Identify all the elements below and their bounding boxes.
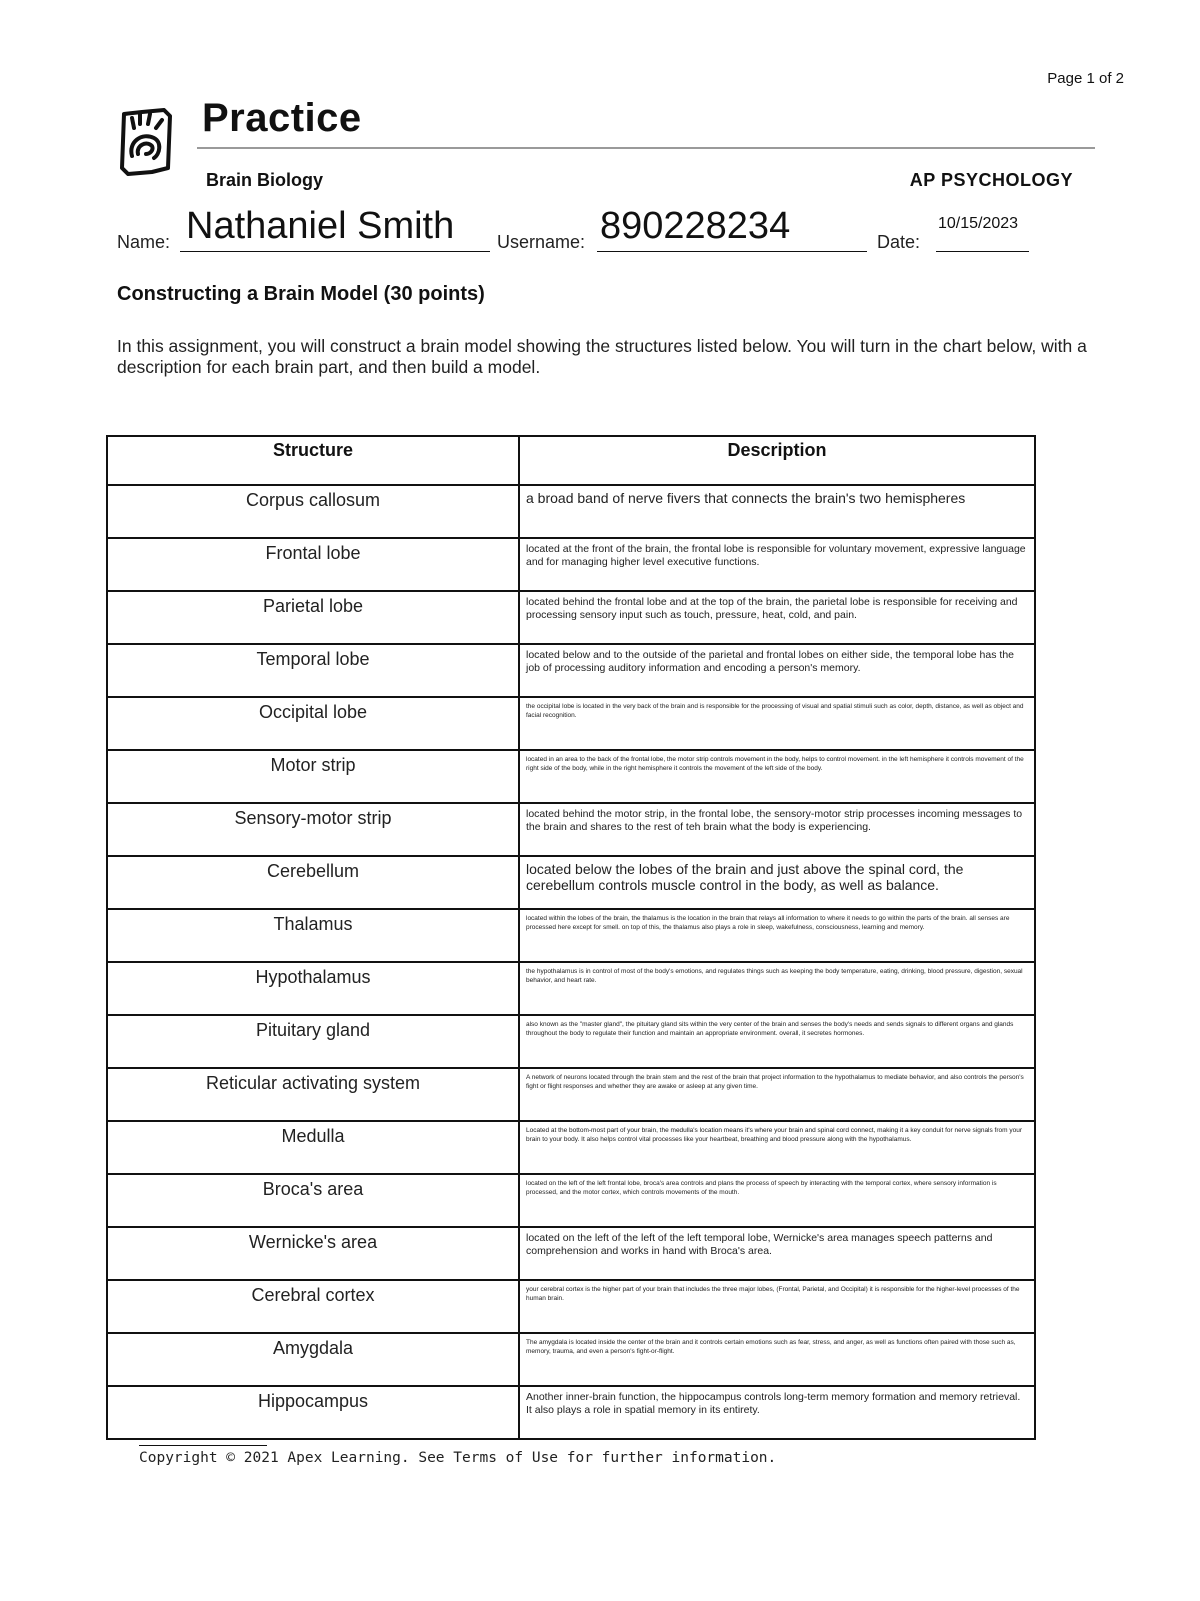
description-cell[interactable]: located behind the frontal lobe and at the top of the brain, the parietal lobe is responsible for receiving and processing sensory input such as touch, pressure, heat, cold, and pain. — [519, 591, 1035, 644]
date-value: 10/15/2023 — [938, 215, 1019, 232]
structure-cell: Medulla — [107, 1121, 519, 1174]
username-label: Username: — [497, 232, 586, 252]
table-row — [107, 856, 1035, 909]
description-cell[interactable]: located on the left of the left frontal lobe, broca's area controls and plans the process of speech by interacting with the temporal cortex, where sensory information is processed, and the motor cortex, which controls movements of the mouth. — [519, 1174, 1035, 1227]
structure-cell: Cerebellum — [107, 856, 519, 909]
description-cell[interactable]: located behind the motor strip, in the frontal lobe, the sensory-motor strip processes incoming messages to the brain and shares to the rest of teh brain what the body is experiencing. — [519, 803, 1035, 856]
structure-cell: Cerebral cortex — [107, 1280, 519, 1333]
description-cell[interactable]: located below the lobes of the brain and just above the spinal cord, the cerebellum controls muscle control in the body, as well as balance. — [519, 856, 1035, 909]
table-row — [107, 1068, 1035, 1121]
table-row — [107, 909, 1035, 962]
description-cell[interactable]: located on the left of the left of the left temporal lobe, Wernicke's area manages speech patterns and comprehension and works in hand with Broca's area. — [519, 1227, 1035, 1280]
table-row — [107, 538, 1035, 591]
structure-cell: Temporal lobe — [107, 644, 519, 697]
assignment-heading: Constructing a Brain Model (30 points) — [117, 283, 485, 305]
structure-cell: Thalamus — [107, 909, 519, 962]
structure-cell: Sensory-motor strip — [107, 803, 519, 856]
structure-cell: Amygdala — [107, 1333, 519, 1386]
table-row — [107, 697, 1035, 750]
username-value: 890228234 — [600, 205, 791, 247]
description-cell[interactable]: a broad band of nerve fivers that connects the brain's two hemispheres — [519, 485, 1035, 538]
description-cell[interactable]: The amygdala is located inside the center of the brain and it controls certain emotions such as fear, stress, and anger, as well as functions often paired with those such as, memory, trauma, and even a person's fight-or-flight. — [519, 1333, 1035, 1386]
description-cell[interactable]: located in an area to the back of the frontal lobe, the motor strip controls movement in the body, helps to control movement. in the left hemisphere it controls movement of the right side of the body, while in the right hemisphere it controls the movement of the left side of the body. — [519, 750, 1035, 803]
structure-cell: Pituitary gland — [107, 1015, 519, 1068]
name-label: Name: — [117, 232, 171, 252]
table-row — [107, 591, 1035, 644]
structure-cell: Parietal lobe — [107, 591, 519, 644]
page-number: Page 1 of 2 — [1047, 70, 1124, 87]
description-cell[interactable]: the hypothalamus is in control of most of the body's emotions, and regulates things such as keeping the body temperature, eating, drinking, blood pressure, digestion, sexual behavior, and heart rate. — [519, 962, 1035, 1015]
description-cell[interactable]: Located at the bottom-most part of your brain, the medulla's location means it's where your brain and spinal cord connect, making it a key conduit for nerve signals from your brain to your body. It also helps control vital processes like your heartbeat, breathing and blood pressure along with the hypothalamus. — [519, 1121, 1035, 1174]
table-row — [107, 1333, 1035, 1386]
title-divider — [197, 147, 1095, 149]
table-row — [107, 750, 1035, 803]
description-cell[interactable]: the occipital lobe is located in the very back of the brain and is responsible for the processing of visual and spatial stimuli such as color, depth, distance, as well as object and facial recognition. — [519, 697, 1035, 750]
table-row — [107, 1280, 1035, 1333]
copyright-notice: Copyright © 2021 Apex Learning. See Terms of Use for further information. — [139, 1450, 777, 1466]
structure-cell: Occipital lobe — [107, 697, 519, 750]
structure-cell: Motor strip — [107, 750, 519, 803]
date-label: Date: — [877, 232, 921, 252]
table-row — [107, 1386, 1035, 1439]
table-row — [107, 1121, 1035, 1174]
description-cell[interactable]: Another inner-brain function, the hippocampus controls long-term memory formation and memory retrieval. It also plays a role in spatial memory in its entirety. — [519, 1386, 1035, 1439]
table-row — [107, 962, 1035, 1015]
structure-cell: Broca's area — [107, 1174, 519, 1227]
description-cell[interactable]: located below and to the outside of the parietal and frontal lobes on either side, the temporal lobe has the job of processing auditory information and encoding a person's memory. — [519, 644, 1035, 697]
structure-cell: Hypothalamus — [107, 962, 519, 1015]
assignment-intro: In this assignment, you will construct a brain model showing the structures listed below. You will turn in the chart below, with a description for each brain part, and then build a model. — [117, 336, 1087, 377]
structure-cell: Frontal lobe — [107, 538, 519, 591]
structure-cell: Reticular activating system — [107, 1068, 519, 1121]
structure-cell: Corpus callosum — [107, 485, 519, 538]
table-row — [107, 644, 1035, 697]
table-row — [107, 803, 1035, 856]
description-cell[interactable]: A network of neurons located through the brain stem and the rest of the brain that project information to the hypothalamus to mediate behavior, and also controls the person's fight or flight responses and whether they are awake or asleep at any given time. — [519, 1068, 1035, 1121]
course-label: AP PSYCHOLOGY — [909, 170, 1073, 190]
name-value: Nathaniel Smith — [186, 205, 455, 247]
table-row — [107, 1015, 1035, 1068]
structure-cell: Hippocampus — [107, 1386, 519, 1439]
subject-label: Brain Biology — [206, 170, 324, 190]
header-description: Description — [519, 436, 1035, 485]
brain-in-head-icon — [118, 108, 176, 178]
table-row — [107, 1227, 1035, 1280]
header-structure: Structure — [107, 436, 519, 485]
table-row — [107, 485, 1035, 538]
description-cell[interactable]: located at the front of the brain, the frontal lobe is responsible for voluntary movement, expressive language and for managing higher level executive functions. — [519, 538, 1035, 591]
table-row — [107, 1174, 1035, 1227]
description-cell[interactable]: your cerebral cortex is the higher part of your brain that includes the three major lobes, (Frontal, Parietal, and Occipital) it is responsible for the higher-level processes of the human brain. — [519, 1280, 1035, 1333]
description-cell[interactable]: located within the lobes of the brain, the thalamus is the location in the brain that relays all information to where it needs to go within the parts of the brain. all senses are processed here except for smell. on top of this, the thalamus also plays a role in sleep, wakefulness, consciousness, learning and memory. — [519, 909, 1035, 962]
description-cell[interactable]: also known as the "master gland", the pituitary gland sits within the very center of the brain and senses the body's needs and sends signals to different organs and glands throughout the body to regulate their function and maintain an appropriate environment. overall, it secretes hormones. — [519, 1015, 1035, 1068]
structure-cell: Wernicke's area — [107, 1227, 519, 1280]
footer-divider — [139, 1445, 267, 1446]
brain-structures-table — [106, 435, 1036, 1440]
page-title: Practice — [202, 96, 362, 140]
